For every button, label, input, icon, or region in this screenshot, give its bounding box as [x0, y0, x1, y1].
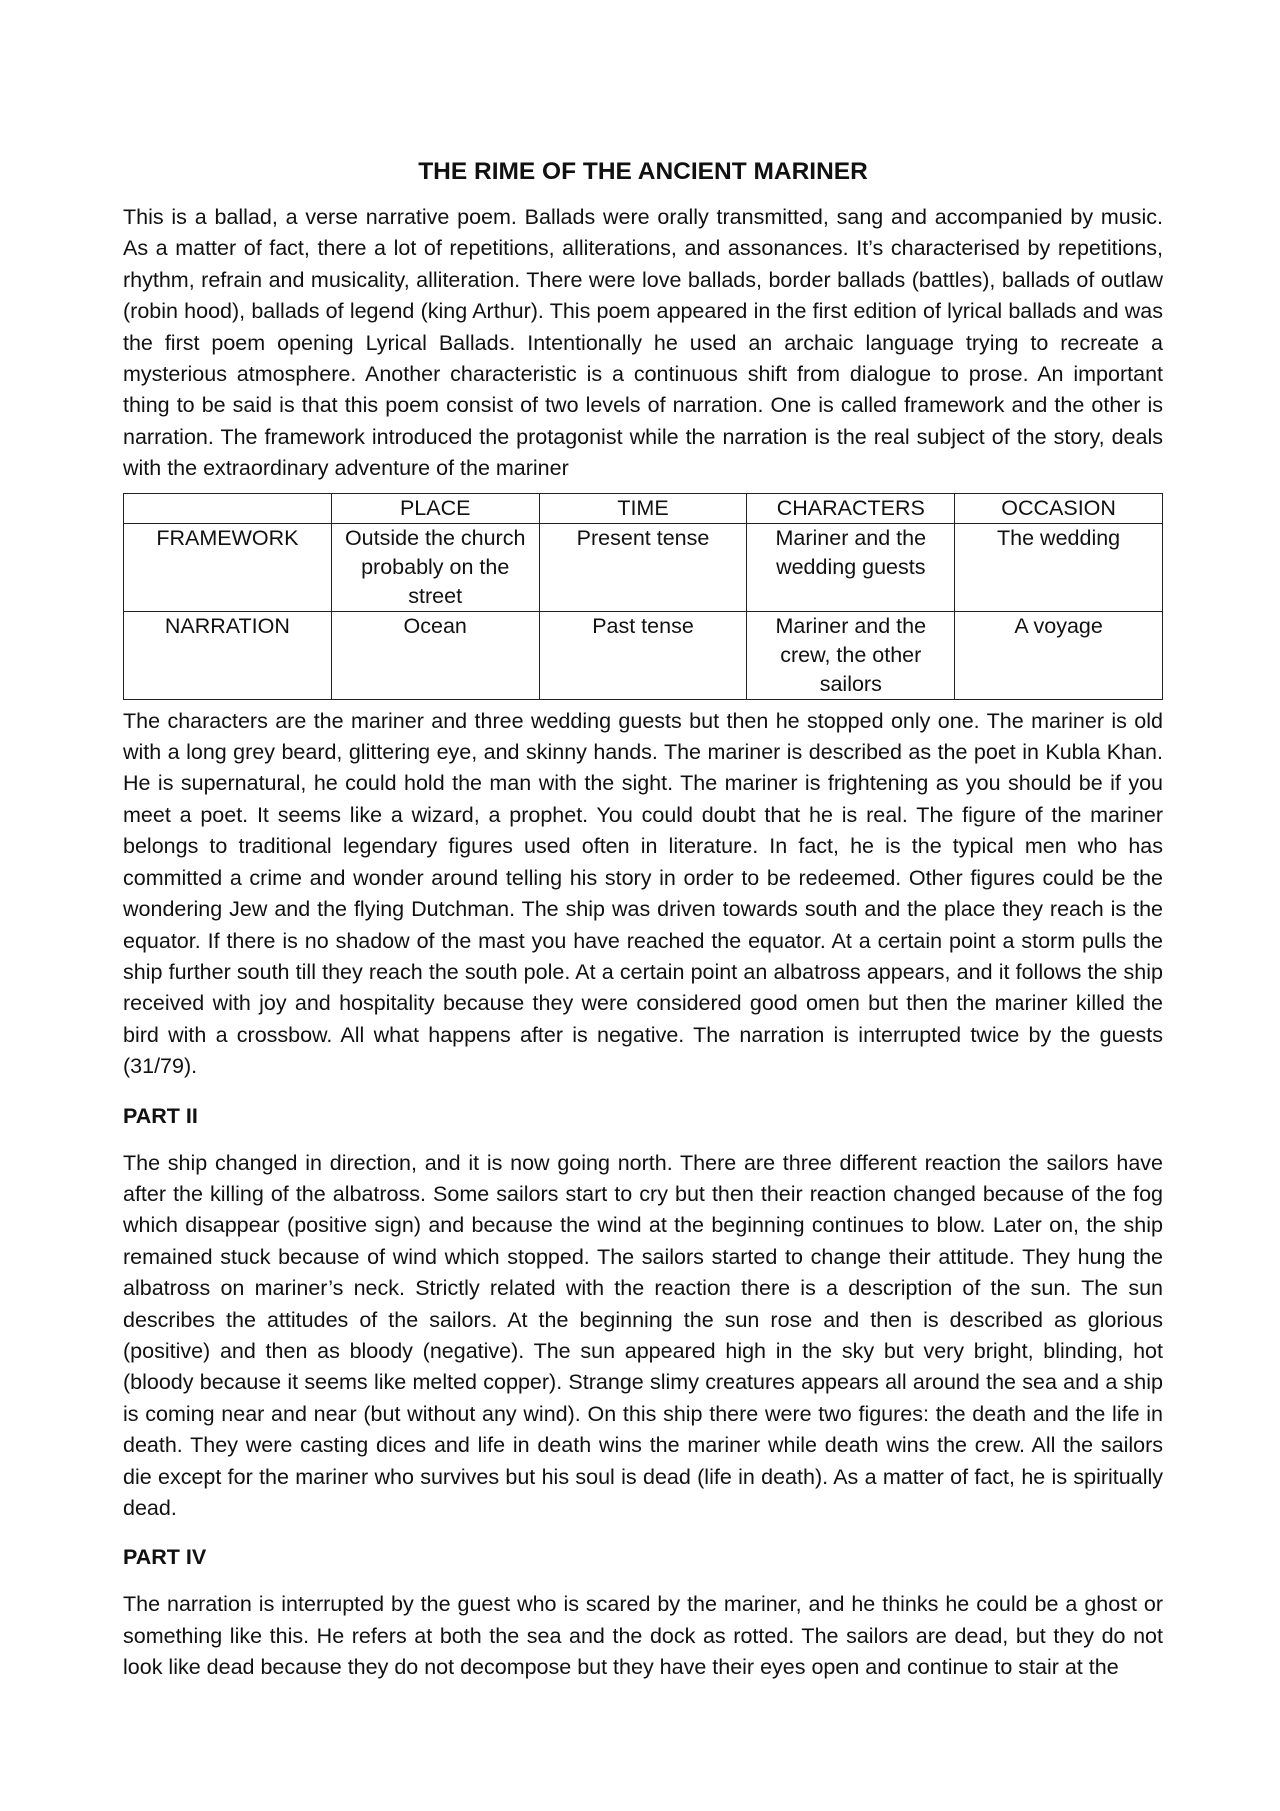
table-cell: Ocean: [331, 611, 539, 699]
table-cell: Present tense: [539, 523, 747, 611]
document-page: [123, 148, 1163, 1684]
table-cell: A voyage: [955, 611, 1163, 699]
part-4-paragraph: The narration is interrupted by the guest who is scared by the mariner, and he thinks he could be a ghost or something like this. He refers at both the sea and the dock as rotted. The sailors are dead, but they do not look like dead because they do not decompose but they have their eyes open and continue to stair at the: [123, 1592, 1163, 1680]
intro-paragraph: This is a ballad, a verse narrative poem. Ballads were orally transmitted, sang and accompanied by music. As a matter of fact, there a lot of repetitions, alliterations, and assonances. It’s characterised by repetitions, rhythm, refrain and musicality, alliteration. There were love ballads, border ballads (battles), ballads of outlaw (robin hood), ballads of legend (king Arthur). This poem appeared in the first edition of lyrical ballads and was the first poem opening Lyrical Ballads. Intentionally he used an archaic language trying to recreate a mysterious atmosphere. Another characteristic is a continuous shift from dialogue to prose. An important thing to be said is that this poem consist of two levels of narration. One is called framework and the other is narration. The framework introduced the protagonist while the narration is the real subject of the story, deals with the extraordinary adventure of the mariner: [123, 205, 1163, 481]
table-cell: Past tense: [539, 611, 747, 699]
part-2-heading: PART II: [123, 1103, 198, 1128]
characters-paragraph: The characters are the mariner and three wedding guests but then he stopped only one. The mariner is old with a long grey beard, glittering eye, and skinny hands. The mariner is described as the poet in Kubla Khan. He is supernatural, he could hold the man with the sight. The mariner is frightening as you should be if you meet a poet. It seems like a wizard, a prophet. You could doubt that he is real. The figure of the mariner belongs to traditional legendary figures used often in literature. In fact, he is the typical men who has committed a crime and wonder around telling his story in order to be redeemed. Other figures could be the wondering Jew and the flying Dutchman. The ship was driven towards south and the place they reach is the equator. If there is no shadow of the mast you have reached the equator. At a certain point a storm pulls the ship further south till they reach the south pole. At a certain point an albatross appears, and it follows the ship received with joy and hospitality because they were considered good omen but then the mariner killed the bird with a crossbow. All what happens after is negative. The narration is interrupted twice by the guests (31/79).: [123, 708, 1163, 1079]
table-header-cell: OCCASION: [955, 493, 1163, 523]
table-cell: The wedding: [955, 523, 1163, 611]
document-title: THE RIME OF THE ANCIENT MARINER: [418, 158, 868, 185]
table-row: [124, 611, 1163, 699]
table-cell: NARRATION: [124, 611, 332, 699]
table-row: [124, 523, 1163, 611]
part-2-paragraph: The ship changed in direction, and it is now going north. There are three different reaction the sailors have after the killing of the albatross. Some sailors start to cry but then their reaction changed because of the fog which disappear (positive sign) and because the wind at the beginning continues to blow. Later on, the ship remained stuck because of wind which stopped. The sailors started to change their attitude. They hung the albatross on mariner’s neck. Strictly related with the reaction there is a description of the sun. The sun describes the attitudes of the sailors. At the beginning the sun rose and then is described as glorious (positive) and then as bloody (negative). The sun appeared high in the sky but very bright, blinding, hot (bloody because it seems like melted copper). Strange slimy creatures appears all around the sea and a ship is coming near and near (but without any wind). On this ship there were two figures: the death and the life in death. They were casting dices and life in death wins the mariner while death wins the crew. All the sailors die except for the mariner who survives but his soul is dead (life in death). As a matter of fact, he is spiritually dead.: [123, 1150, 1163, 1520]
table-header-cell: TIME: [539, 493, 747, 523]
table-header-cell: PLACE: [331, 493, 539, 523]
table-header-cell: CHARACTERS: [747, 493, 955, 523]
table-cell: Outside the church probably on the street: [331, 523, 539, 611]
table-header-cell: [124, 493, 332, 523]
table-cell: Mariner and the crew, the other sailors: [747, 611, 955, 699]
part-4-heading: PART IV: [123, 1545, 207, 1570]
table-cell: Mariner and the wedding guests: [747, 523, 955, 611]
narration-levels-table: [123, 493, 1163, 700]
table-cell: FRAMEWORK: [124, 523, 332, 611]
table-header-row: [124, 493, 1163, 523]
